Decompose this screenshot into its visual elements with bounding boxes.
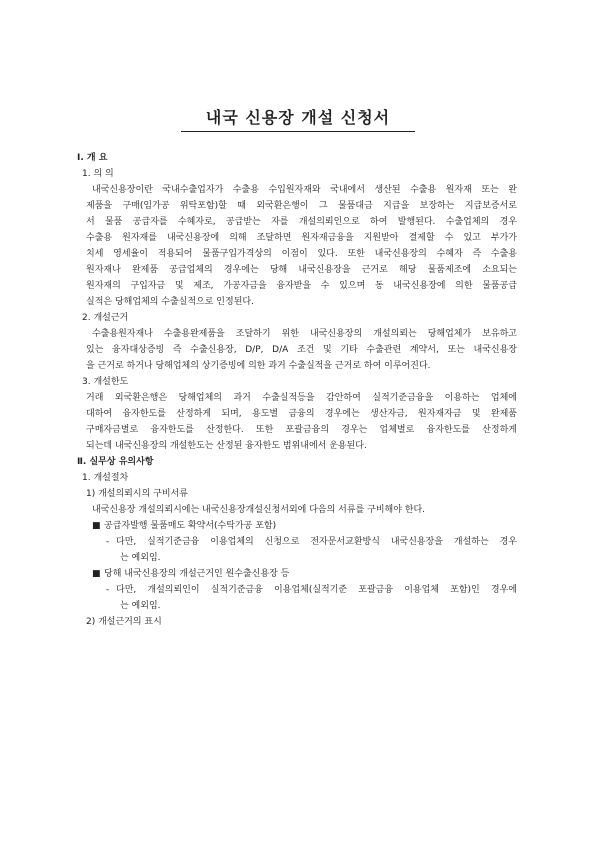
paragraph-line: 되는데 내국신용장의 개설한도는 산정된 융자한도 범위내에서 운용된다. [86,441,367,451]
bullet-text: 공급자발행 물품매도 확약서(수탁가공 포함) [104,521,277,531]
paragraph-line: 내국신용장이란 국내수출업자가 수출용 수입원자재와 국내에서 생산된 수출용 원자재 또는 완 [92,185,517,195]
paragraph-line: 수출용원자재나 수출용완제품을 조달하기 위한 내국신용장의 개설의뢰는 당해업체가 보유하고 [92,329,517,339]
note-line: 는 예외임. [120,553,161,563]
bullet-text: 당해 내국신용장의 개설근거인 원수출신용장 등 [104,569,290,579]
item-heading: 1) 개설의뢰시의 구비서류 [86,489,188,499]
note-line: 다만, 개설의뢰인이 실적기준금융 이용업체(실적기준 포괄금융 이용업체 포함)인 경우에 [116,585,517,595]
note-line: 다만, 실적기준금융 이용업체의 신청으로 전자문서교환방식 내국신용장을 개설하는 경우 [116,537,517,547]
paragraph-line: 구매자금별로 융자한도를 산정한다. 또한 포괄금융의 경우는 업체별로 융자한도를 산정하게 [86,425,517,435]
paragraph-line: 제품을 구매(임가공 위탁포함)할 때 외국환은행이 그 물품대금 지급을 보장하는 지급보증서로 [86,201,517,211]
item-heading: 2) 개설근거의 표시 [86,617,162,627]
section-2-heading: Ⅱ. 실무상 유의사항 [77,457,154,467]
note-line: 는 예외임. [120,601,161,611]
subsection-1-3-heading: 3. 개설한도 [82,377,129,387]
paragraph-line: 원자재의 구입자금 및 제조, 가공자금을 융자받을 수 있으며 동 내국신용장에 의한 물품공급 [86,281,517,291]
subsection-1-2-heading: 2. 개설근거 [82,313,129,323]
paragraph-line: 을 근거로 하거나 당해업체의 상기증빙에 의한 과거 수출실적을 근거로 하여 이루어진다. [86,361,431,371]
section-1-heading: Ⅰ. 개 요 [77,153,108,163]
bullet-square-icon: ■ [92,569,101,579]
paragraph-line: 원자재나 완제품 공급업체의 경우에는 당해 내국신용장을 근거로 해당 물품제조에 소요되는 [86,265,517,275]
bullet-square-icon: ■ [92,521,101,531]
title-underline-box [181,103,415,132]
paragraph-line: 실적은 당해업체의 수출실적으로 인정된다. [86,297,254,307]
item-intro: 내국신용장 개설의뢰시에는 내국신용장개설신청서외에 다음의 서류를 구비해야 한다. [92,505,426,515]
dash-icon: - [106,585,110,595]
page-title: 내국 신용장 개설 신청서 [205,108,391,127]
subsection-2-1-heading: 1. 개설절차 [82,473,129,483]
paragraph-line: 있는 융자대상증빙 즉 수출신용장, D/P, D/A 조건 및 기타 수출관련 계약서, 또는 내국신용장 [86,345,517,355]
paragraph-line: 거래 외국환은행은 당해업체의 과거 수출실적등을 감안하여 실적기준금융을 이용하는 업체에 [86,393,517,403]
paragraph-line: 치세 영세율이 적용되어 물품구입가격상의 이점이 있다. 또한 내국신용장의 수혜자 즉 수출용 [86,249,517,259]
dash-icon: - [106,537,110,547]
paragraph-line: 서 물품 공급자를 수혜자로, 공급받는 자를 개설의뢰인으로 하여 발행된다. 수출업체의 경우 [86,217,517,227]
paragraph-line: 수출용 원자재를 내국신용장에 의해 조달하면 원자재금융을 지원받아 결제할 수 있고 부가가 [86,233,517,243]
subsection-1-1-heading: 1. 의 의 [82,169,114,179]
paragraph-line: 대하여 융자한도를 산정하게 되며, 용도별 금융의 경우에는 생산자금, 원자재자금 및 완제품 [86,409,517,419]
